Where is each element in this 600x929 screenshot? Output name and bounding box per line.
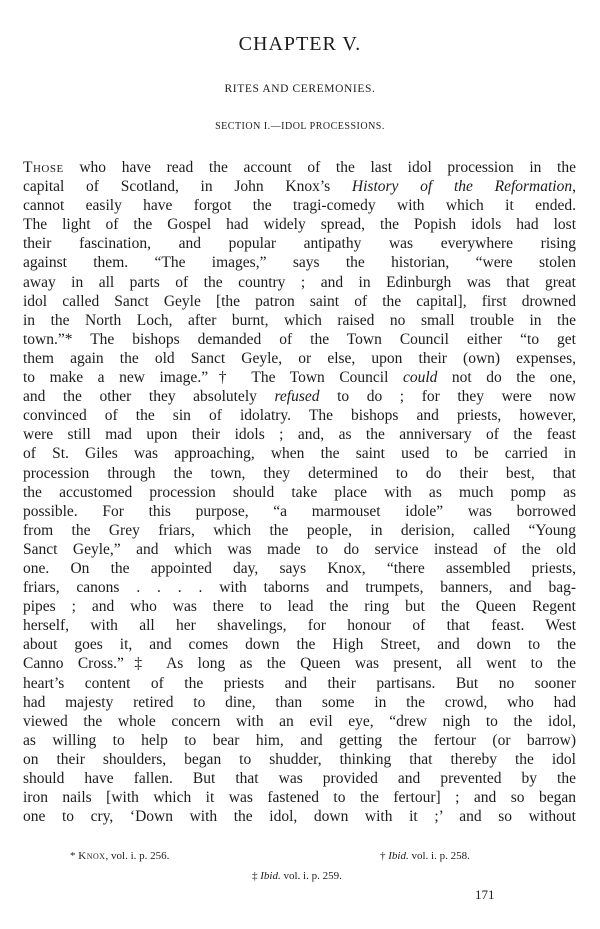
text-line: Those who have read the account of the last idol procession in the bbox=[23, 159, 576, 176]
text-line: convinced of the sin of idolatry. The bishops and priests, however, bbox=[23, 407, 576, 425]
text-line: as willing to help to bear him, and getting the fertour (or barrow) bbox=[23, 731, 576, 749]
text-line: about goes it, and comes down the High Street, and down to the bbox=[23, 636, 576, 654]
page-number: 171 bbox=[475, 887, 495, 902]
text-line: friars, canons . . . . with taborns and trumpets, banners, and bag- bbox=[23, 579, 576, 597]
book-title-italic: History of the Reformation bbox=[351, 178, 573, 196]
text-line: possible. For this purpose, “a marmouset idole” was borrowed bbox=[23, 502, 576, 520]
text-line: in the North Loch, after burnt, which raised no small trouble in the bbox=[23, 311, 576, 329]
refused-italic: refused bbox=[274, 388, 320, 406]
chapter-title: CHAPTER V. bbox=[238, 33, 362, 55]
text-line: viewed the whole concern with an evil eye, “drew nigh to the idol, bbox=[23, 712, 576, 730]
text-line: cannot easily have forgot the tragi-comedy with which it ended. bbox=[23, 197, 576, 215]
footnote-3: ‡ Ibid. vol. i. p. 259. bbox=[252, 870, 342, 882]
text-line: iron nails [with which it was fastened to the fertour] ; and so began bbox=[23, 789, 576, 807]
text-line: from the Grey friars, which the people, in derision, called “Young bbox=[23, 521, 576, 539]
text-line: them again the old Sanct Geyle, or else, upon their (own) expenses, bbox=[23, 349, 576, 367]
text-line: procession through the town, they determined to do their best, that bbox=[23, 464, 576, 482]
text-line: Sanct Geyle,” and which was made to do service instead of the old bbox=[23, 540, 576, 558]
text-line: one to cry, ‘Down with the idol, down with it ;’ and so without bbox=[23, 808, 576, 826]
text-line: one. On the appointed day, says Knox, “there assembled priests, bbox=[23, 559, 576, 577]
text-line: heart’s content of the priests and their partisans. But no sooner bbox=[23, 674, 576, 692]
chapter-subtitle: RITES AND CEREMONIES. bbox=[224, 83, 376, 95]
text-line: herself, with all her shavelings, for honour of that feast. West bbox=[23, 617, 576, 635]
text-line: of St. Giles was approaching, when the saint used to be carried in bbox=[23, 445, 576, 463]
text-line: town.”* The bishops demanded of the Town Council either “to get bbox=[23, 330, 576, 348]
text-line: away in all parts of the country ; and in Edinburgh was that great bbox=[23, 273, 576, 291]
text-line: their fascination, and popular antipathy was everywhere rising bbox=[23, 235, 576, 253]
section-heading: SECTION I.—IDOL PROCESSIONS. bbox=[215, 121, 385, 132]
text-line: and the other they absolutely refused to do ; for they were now bbox=[23, 388, 576, 406]
text-line: capital of Scotland, in John Knox’s History of the Reformation, bbox=[23, 178, 576, 196]
could-italic: could bbox=[402, 369, 438, 387]
text-line: the accustomed procession should take place with as much pomp as bbox=[23, 483, 576, 501]
text-line: should have fallen. But that was provided and prevented by the bbox=[23, 770, 576, 787]
text-line: idol called Sanct Geyle [the patron saint of the capital], first drowned bbox=[23, 292, 576, 310]
text-line: were still mad upon their idols ; and, as the anniversary of the feast bbox=[23, 426, 576, 444]
footnote-1: * Knox, vol. i. p. 256. bbox=[70, 850, 170, 862]
text-line: against them. “The images,” says the historian, “were stolen bbox=[23, 254, 576, 272]
text-line: Canno Cross.”‡ As long as the Queen was present, all went to the bbox=[23, 655, 576, 673]
footnote-2: † Ibid. vol. i. p. 258. bbox=[380, 850, 470, 862]
text-line: pipes ; and who was there to lead the ring but the Queen Regent bbox=[23, 598, 576, 616]
lead-word: Those bbox=[23, 159, 64, 176]
text-line: to make a new image.”† The Town Council could not do the one, bbox=[23, 369, 576, 387]
text-line: The light of the Gospel had widely spread, the Popish idols had lost bbox=[23, 216, 576, 234]
body-text bbox=[23, 158, 576, 826]
text-line: had majesty retired to dine, than some in the crowd, who had bbox=[23, 693, 576, 711]
text-line: on their shoulders, began to shudder, thinking that thereby the idol bbox=[23, 750, 576, 768]
